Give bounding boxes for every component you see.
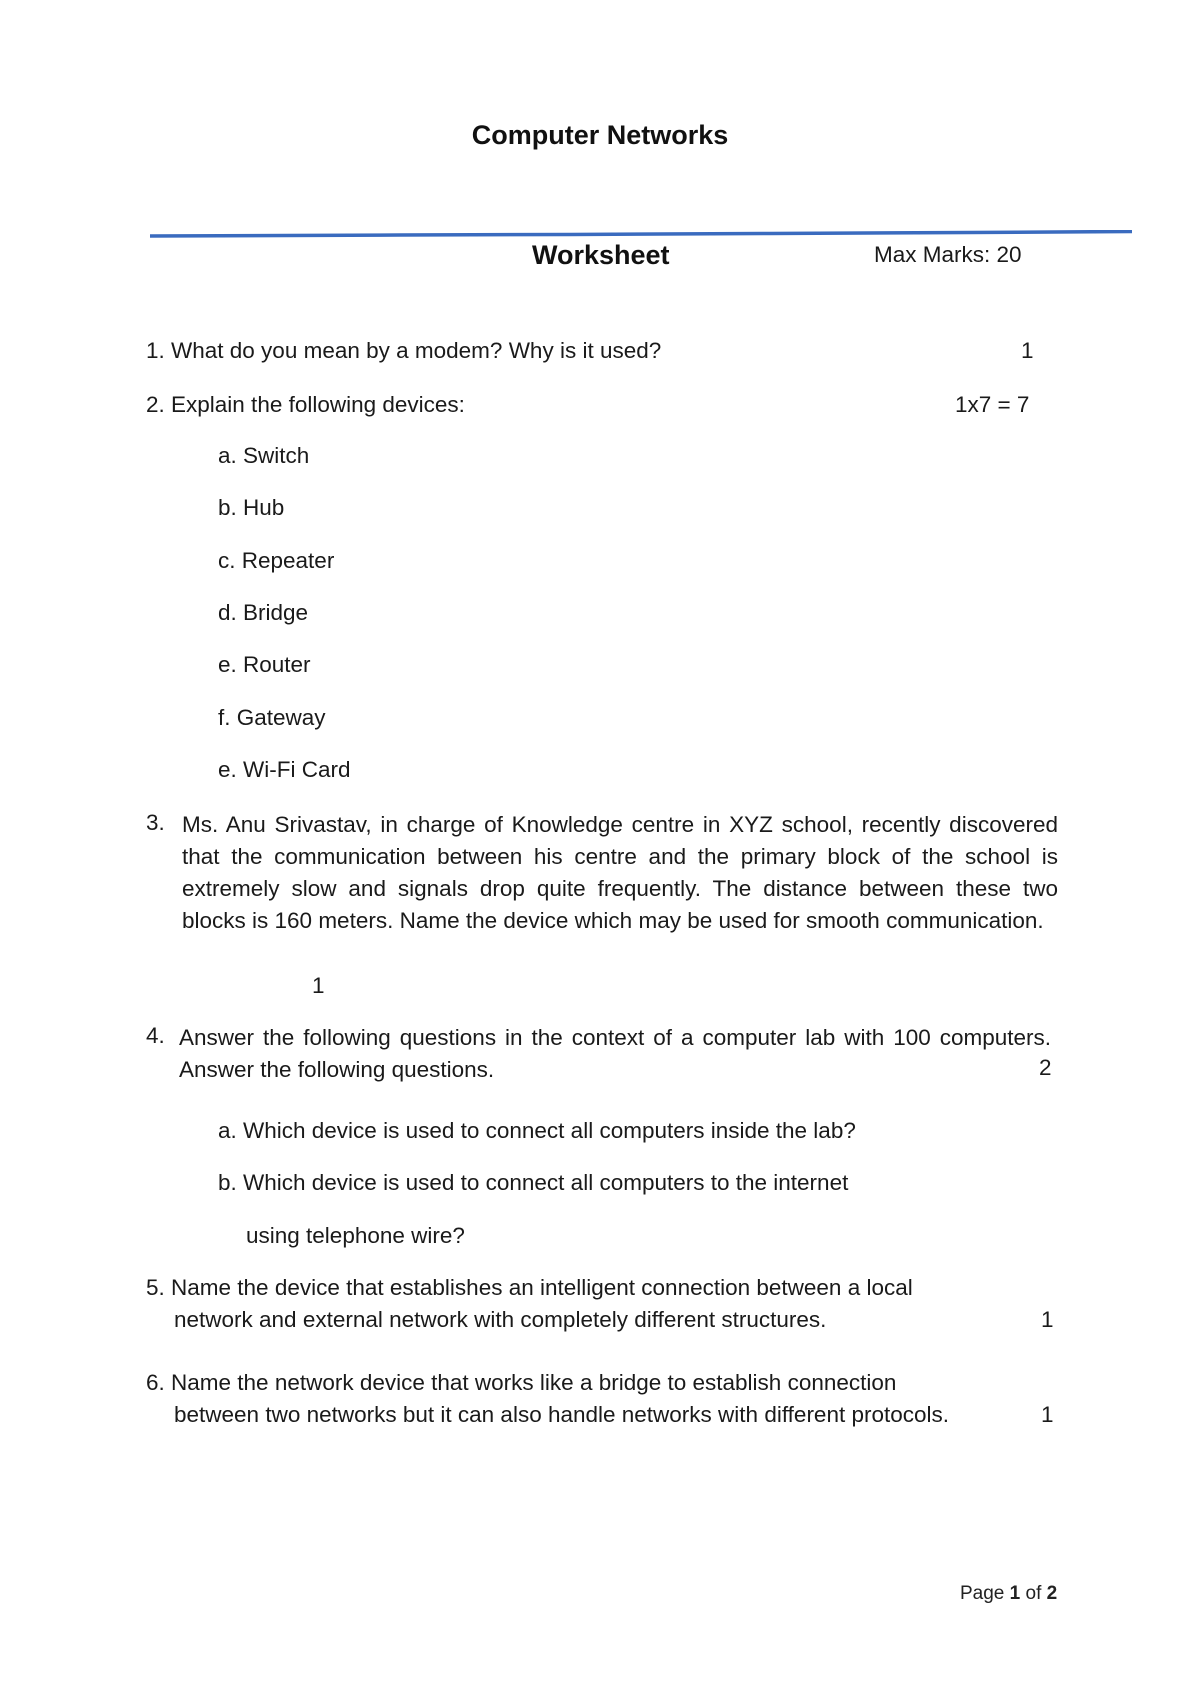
question-6-marks: 1: [1041, 1402, 1054, 1427]
page-of: of: [1025, 1583, 1042, 1604]
question-6: 6. Name the network device that works like a bridge to establish connection: [146, 1370, 897, 1395]
question-4-marks: 2: [1039, 1055, 1052, 1080]
question-4-item-b-cont: using telephone wire?: [246, 1223, 465, 1248]
page-label: Page: [960, 1583, 1005, 1604]
question-4: Answer the following questions in the context of a computer lab with 100 computers. Answer the following questions.: [179, 1025, 1051, 1082]
question-6-cont: between two networks but it can also handle networks with different protocols.: [174, 1402, 950, 1427]
question-2-item: e. Wi-Fi Card: [218, 757, 351, 782]
page-total: 2: [1046, 1583, 1058, 1604]
header-rule-line: [150, 232, 1132, 237]
question-2-item: c. Repeater: [218, 548, 335, 573]
document-title: Computer Networks: [471, 120, 729, 150]
header-rule: [150, 230, 1132, 238]
question-5: 5. Name the device that establishes an intelligent connection between a local: [146, 1275, 913, 1300]
question-2-item: d. Bridge: [218, 600, 309, 625]
question-4-item-b: b. Which device is used to connect all computers to the internet: [218, 1170, 849, 1195]
question-1-marks: 1: [1021, 338, 1034, 363]
question-2: 2. Explain the following devices:: [146, 392, 465, 417]
question-1: 1. What do you mean by a modem? Why is it used?: [146, 338, 662, 363]
question-5-cont: network and external network with completely different structures.: [174, 1307, 827, 1332]
question-3-number: 3.: [146, 810, 165, 835]
question-2-marks: 1x7 = 7: [955, 392, 1030, 417]
question-2-item: a. Switch: [218, 443, 310, 468]
question-3: Ms. Anu Srivastav, in charge of Knowledge centre in XYZ school, recently discovered that the communication between his centre and the primary block of the school is extremely slow and signals drop quite frequently. The distance between these two blocks is 160 meters. Name the device which may be used for smooth communication.: [182, 812, 1058, 933]
question-2-item: f. Gateway: [218, 705, 326, 730]
max-marks: Max Marks: 20: [874, 242, 1022, 267]
question-2-item: e. Router: [218, 652, 311, 677]
page-number: [960, 1583, 1057, 1605]
question-3-marks: 1: [312, 973, 325, 998]
worksheet-title: Worksheet: [532, 240, 670, 270]
question-2-item: b. Hub: [218, 495, 285, 520]
question-5-marks: 1: [1041, 1307, 1054, 1332]
question-4-item-a: a. Which device is used to connect all computers inside the lab?: [218, 1118, 856, 1143]
page-current: 1: [1009, 1583, 1021, 1604]
question-4-number: 4.: [146, 1023, 165, 1048]
